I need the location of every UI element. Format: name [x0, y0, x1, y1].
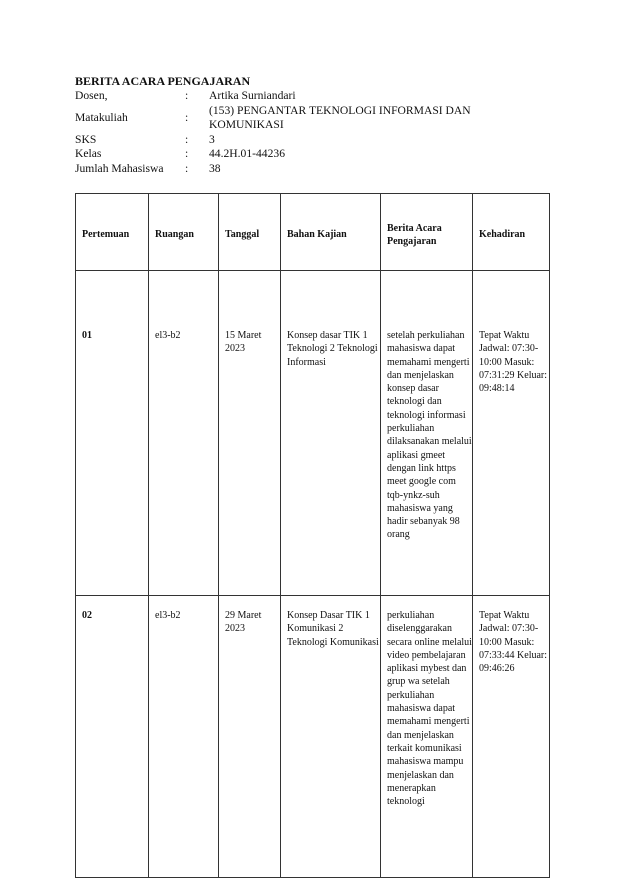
info-label: Matakuliah — [75, 110, 128, 124]
info-colon: : — [185, 147, 189, 160]
header-tanggal: Tanggal — [219, 194, 281, 271]
cell-pertemuan: 01 — [76, 271, 149, 596]
info-colon: : — [185, 161, 189, 175]
cell-ruangan: el3-b2 — [149, 596, 219, 878]
info-value: 38 — [209, 161, 221, 175]
info-label: Jumlah Mahasiswa — [75, 161, 164, 175]
info-row-matakuliah — [75, 104, 509, 133]
info-colon: : — [185, 132, 189, 146]
info-label: Dosen, — [75, 89, 108, 102]
cell-tanggal: 29 Maret 2023 — [219, 596, 281, 878]
cell-bahan-kajian: Konsep Dasar TIK 1 Komunikasi 2 Teknologi Komunikasi — [281, 596, 381, 878]
info-value: (153) PENGANTAR TEKNOLOGI INFORMASI DAN KOMUNIKASI — [209, 103, 471, 131]
cell-kehadiran: Tepat Waktu Jadwal: 07:30-10:00 Masuk: 07:33:44 Keluar: 09:46:26 — [473, 596, 550, 878]
info-row-dosen — [75, 89, 509, 104]
info-colon: : — [185, 110, 189, 124]
info-colon: : — [185, 89, 189, 102]
document-title: BERITA ACARA PENGAJARAN — [75, 74, 251, 88]
cell-ruangan: el3-b2 — [149, 271, 219, 596]
cell-pertemuan: 02 — [76, 596, 149, 878]
info-block — [75, 89, 509, 176]
cell-berita-acara: perkuliahan diselenggarakan secara online melalui video pembelajaran aplikasi mybest dan grup wa setelah perkuliahan mahasiswa dapat memahami mengerti dan menjelaskan terkait komunikasi mahasiswa mampu menjelaskan dan menerapkan teknologi — [381, 596, 473, 878]
table-row — [76, 271, 550, 596]
table-header-row — [76, 194, 550, 271]
info-row-jumlah-mahasiswa — [75, 162, 509, 177]
header-berita-acara: Berita Acara Pengajaran — [381, 194, 473, 271]
cell-kehadiran: Tepat Waktu Jadwal: 07:30-10:00 Masuk: 07:31:29 Keluar: 09:48:14 — [473, 271, 550, 596]
teaching-record-table — [75, 193, 550, 878]
cell-tanggal: 15 Maret 2023 — [219, 271, 281, 596]
info-value: Artika Surniandari — [209, 89, 296, 102]
cell-bahan-kajian: Konsep dasar TIK 1 Teknologi 2 Teknologi Informasi — [281, 271, 381, 596]
header-pertemuan: Pertemuan — [76, 194, 149, 271]
header-kehadiran: Kehadiran — [473, 194, 550, 271]
info-row-kelas — [75, 147, 509, 162]
table-row — [76, 596, 550, 878]
cell-berita-acara: setelah perkuliahan mahasiswa dapat memahami mengerti dan menjelaskan konsep dasar teknologi dan teknologi informasi perkuliahan dilaksanakan melalui aplikasi gmeet dengan link https meet google com tqb-ynkz-suh mahasiswa yang hadir sebanyak 98 orang — [381, 271, 473, 596]
info-value: 44.2H.01-44236 — [209, 147, 285, 160]
info-label: Kelas — [75, 147, 102, 160]
header-ruangan: Ruangan — [149, 194, 219, 271]
info-row-sks — [75, 133, 509, 148]
header-bahan-kajian: Bahan Kajian — [281, 194, 381, 271]
info-value: 3 — [209, 132, 215, 146]
info-label: SKS — [75, 132, 97, 146]
